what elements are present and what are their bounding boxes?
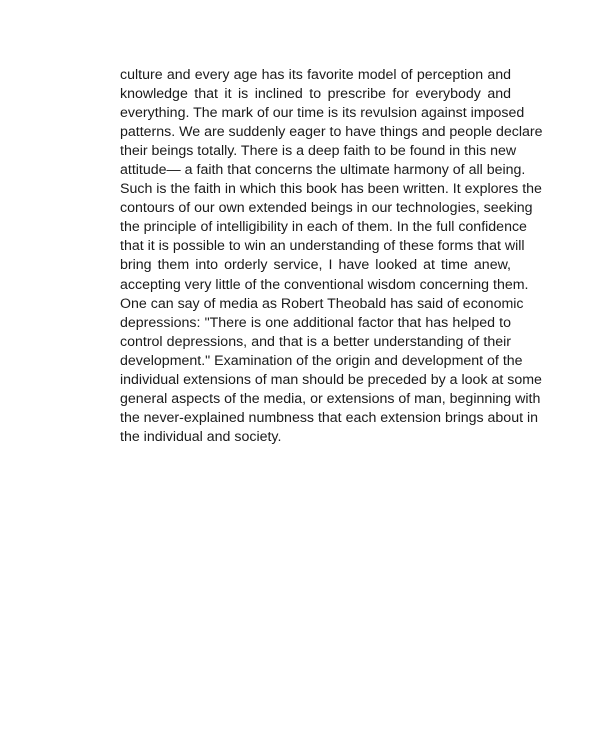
- text-line: control depressions, and that is a better understanding of their: [120, 333, 511, 350]
- text-line: development." Examination of the origin and development of the: [120, 352, 523, 369]
- text-line: their beings totally. There is a deep faith to be found in this new: [120, 143, 517, 160]
- text-line: contours of our own extended beings in our technologies, seeking: [120, 200, 533, 217]
- text-line: accepting very little of the conventional wisdom concerning them.: [120, 276, 529, 293]
- text-line: Such is the faith in which this book has been written. It explores the: [120, 181, 542, 198]
- text-line: general aspects of the media, or extensions of man, beginning with: [120, 390, 541, 407]
- text-line: One can say of media as Robert Theobald has said of economic: [120, 295, 524, 312]
- text-line: that it is possible to win an understanding of these forms that will: [120, 238, 525, 255]
- text-line: attitude— a faith that concerns the ultimate harmony of all being.: [120, 162, 526, 179]
- text-line: the individual and society.: [120, 428, 282, 445]
- body-paragraph: [120, 66, 543, 447]
- text-line: bring them into orderly service, I have looked at time anew,: [120, 257, 511, 274]
- text-line: everything. The mark of our time is its revulsion against imposed: [120, 105, 525, 122]
- text-line: the never-explained numbness that each extension brings about in: [120, 409, 539, 426]
- text-line: individual extensions of man should be preceded by a look at some: [120, 371, 542, 388]
- text-line: depressions: "There is one additional factor that has helped to: [120, 314, 511, 331]
- text-line: patterns. We are suddenly eager to have things and people declare: [120, 124, 543, 141]
- text-line: knowledge that it is inclined to prescribe for everybody and: [120, 86, 511, 103]
- text-line: culture and every age has its favorite model of perception and: [120, 67, 511, 83]
- text-line: the principle of intelligibility in each of them. In the full confidence: [120, 219, 527, 236]
